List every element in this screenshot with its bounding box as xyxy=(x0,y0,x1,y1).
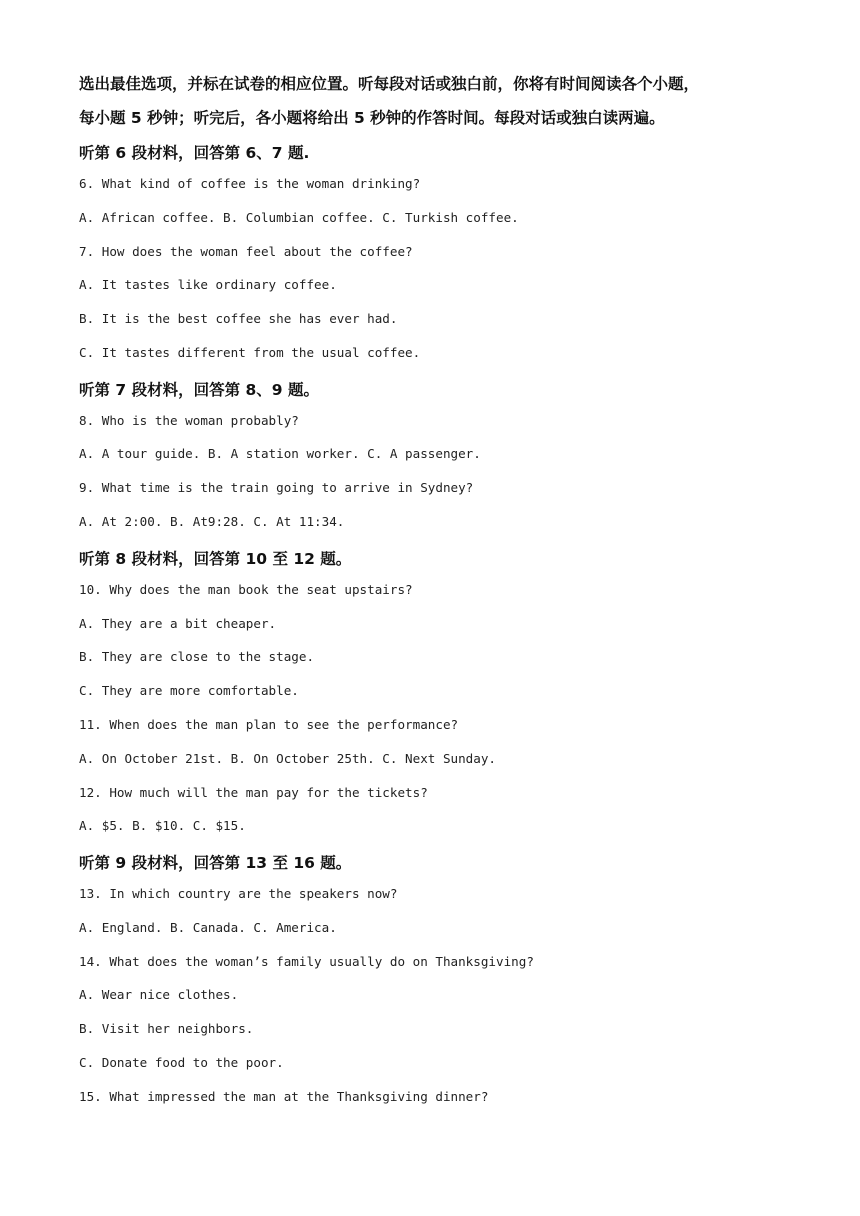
section-heading: 听第 7 段材料，回答第 8、9 题。 xyxy=(79,381,319,399)
question-text: 14. What does the woman’s family usually do on Thanksgiving? xyxy=(79,954,534,969)
answer-option: C. They are more comfortable. xyxy=(79,683,299,698)
answer-options: A. At 2:00. B. At9:28. C. At 11:34. xyxy=(79,514,345,529)
question-text: 13. In which country are the speakers now? xyxy=(79,886,398,901)
question-text: 8. Who is the woman probably? xyxy=(79,413,299,428)
instruction-line-1: 选出最佳选项，并标在试卷的相应位置。听每段对话或独白前，你将有时间阅读各个小题， xyxy=(79,75,700,93)
question-text: 11. When does the man plan to see the performance? xyxy=(79,717,459,732)
answer-option: A. Wear nice clothes. xyxy=(79,987,239,1002)
answer-option: A. They are a bit cheaper. xyxy=(79,616,277,631)
section-heading: 听第 9 段材料，回答第 13 至 16 题。 xyxy=(79,854,352,872)
answer-option: C. It tastes different from the usual coffee. xyxy=(79,345,421,360)
question-text: 10. Why does the man book the seat upstairs? xyxy=(79,582,413,597)
answer-options: A. $5. B. $10. C. $15. xyxy=(79,818,246,833)
answer-option: C. Donate food to the poor. xyxy=(79,1055,284,1070)
answer-option: B. They are close to the stage. xyxy=(79,649,315,664)
question-text: 15. What impressed the man at the Thanksgiving dinner? xyxy=(79,1089,489,1104)
answer-options: A. On October 21st. B. On October 25th. C. Next Sunday. xyxy=(79,751,497,766)
question-text: 7. How does the woman feel about the coffee? xyxy=(79,244,413,259)
question-text: 9. What time is the train going to arrive in Sydney? xyxy=(79,480,474,495)
answer-options: A. African coffee. B. Columbian coffee. C. Turkish coffee. xyxy=(79,210,519,225)
answer-option: B. Visit her neighbors. xyxy=(79,1021,254,1036)
answer-option: B. It is the best coffee she has ever had. xyxy=(79,311,398,326)
section-heading: 听第 8 段材料，回答第 10 至 12 题。 xyxy=(79,550,352,568)
answer-option: A. It tastes like ordinary coffee. xyxy=(79,277,337,292)
answer-options: A. A tour guide. B. A station worker. C. A passenger. xyxy=(79,446,481,461)
question-text: 12. How much will the man pay for the tickets? xyxy=(79,785,428,800)
section-heading: 听第 6 段材料，回答第 6、7 题. xyxy=(79,144,310,162)
question-text: 6. What kind of coffee is the woman drinking? xyxy=(79,176,421,191)
answer-options: A. England. B. Canada. C. America. xyxy=(79,920,337,935)
instruction-line-2: 每小题 5 秒钟；听完后，各小题将给出 5 秒钟的作答时间。每段对话或独白读两遍。 xyxy=(79,109,665,127)
